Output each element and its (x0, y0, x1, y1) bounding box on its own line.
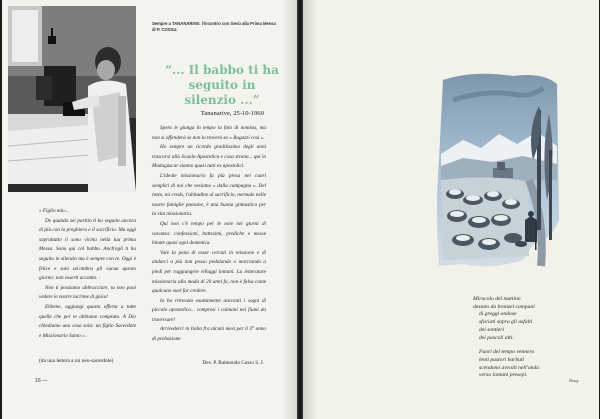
page-number: 16 — (35, 378, 48, 384)
poem-line: verso lontani presepi. (479, 372, 528, 379)
letter-paragraph: Ebbene, aggiungi questa offerta a tutte quelle che per te abbiamo compiuto. A Dio chiediamo una cosa sola: un figlio Sacerdote e Missionario Santo ». (39, 303, 136, 339)
letter-paragraph: Vale la pena di esser cercati in missione e di andarci a più non posso pedalando o marciando a piedi per raggiungere villaggi lontani. La letterature missionaria alla moda di 20 anni fa, non è falsa come qualcuno vuol far credere. (152, 249, 266, 295)
letter-paragraph: Io ho ritrovato esattamente ancorati i sogni di piccolo apostolico... compresi i caimani nei fiumi da traversare! (152, 297, 266, 323)
page-shadow (303, 0, 317, 419)
poem-line: di greggi ondose (479, 311, 517, 318)
letter-paragraph: Qui non c'è tempo per le noie nei giorni di vacanza: confessioni, battesimi, prediche e messe binate quasi ogni domenica. (152, 220, 266, 247)
missionary-letter (152, 124, 266, 345)
poem-line: Miracolo del mattino (473, 296, 521, 302)
poem-line: dei pascoli alti. (479, 334, 514, 341)
page-shadow (283, 0, 297, 419)
first-mass-photo (8, 6, 136, 192)
source-note: (da una lettera a un neo-sacerdote) (39, 358, 114, 364)
poem-line: Fuori del tempo vennero (479, 349, 535, 356)
artist-signature: Nesq. (569, 378, 579, 383)
poem (473, 296, 583, 387)
poem-line: destato da bronzei campani (473, 303, 535, 310)
poem-stanza (473, 296, 583, 342)
letter-signature: Dev. P. Raimondo Cossu S. J. (202, 360, 264, 366)
letter-salutation: « Figlio mio... (39, 208, 69, 214)
letter-paragraph: Ho sempre un ricordo graditissimo degli anni trascorsi alla Scuola Apostolica e cosa strana... qui in Madagascar sianno quasi tutti ex apostolici. (152, 144, 266, 170)
letter-paragraph: Spero le giunga in tempo la foto di nomina, ma non si offenderà se non la troverà su « Ragazzi così ». (152, 125, 266, 141)
left-page (2, 0, 297, 419)
shepherd-flock-illustration (433, 70, 561, 275)
article-title: “... Il babbo ti ha seguito in silenzio ...” (165, 63, 279, 107)
right-page (303, 0, 599, 419)
mother-letter (39, 207, 136, 341)
poem-line: sfociati sopra gli asfalti (479, 319, 533, 326)
letter-paragraph: Non ti possiamo abbracciare, tu non puoi vedere le nostre lacrime di gioia! (39, 284, 136, 301)
letter-paragraph: Arrivederci in Italia fra alcuni mesi per il 3° anno di probazione. (152, 326, 266, 343)
letter-paragraph: L'ideale missionario fa più presa nei cuori semplici di noi che vesiamo « dalla campagna ». Del resto, mi credo, l'abitudine al sacrificio, normale nelle nostre famiglie paesane, è una buona ginnastica per la vita missionaria. (152, 172, 266, 218)
poem-line: lenti pastori barbuti (479, 356, 525, 363)
poem-line: dei sentieri (479, 326, 505, 333)
dateline: Tananarive, 25-10-1960 (200, 110, 264, 117)
photo-caption: Sempre a TANANARIVE: l'incontro con Gesù alla Prima Messa di P. COSSU. (152, 21, 276, 32)
poem-line: scendono avvolti nell'onda (479, 364, 539, 371)
poem-stanza (473, 349, 583, 380)
letter-paragraph: De quando sei partito ti ho seguito ancora di più con la preghiera e il sacrificio. Ma oggi soprattutto ti sono vicina nella tua prima Messa. Sono qui col babbo. Anch'egli ti ha seguito in silenzio ma è sempre con te. Oggi è felice e solo un'ombra gli vacua questo giorno: non esserti accanto. · (39, 217, 136, 282)
